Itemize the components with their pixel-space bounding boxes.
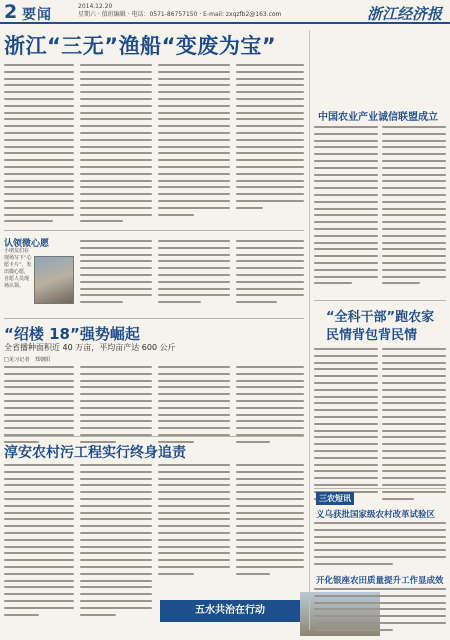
story3-col-4 (236, 464, 304, 580)
lead-body-col-4 (236, 64, 304, 214)
section-title: 要闻 (22, 7, 52, 23)
story2-headline: “绍楼 18”强势崛起 (4, 325, 140, 343)
story3-col-2 (80, 464, 152, 620)
lead-body-col-2 (80, 64, 152, 227)
divider (314, 300, 446, 301)
column-divider (309, 30, 310, 630)
campaign-banner: 五水共治在行动 (160, 600, 300, 622)
photo-feature (4, 236, 64, 316)
masthead (0, 0, 450, 24)
short-news-2-body (314, 588, 446, 636)
right2-col-2 (382, 348, 446, 504)
story2-subhead: 全省播种面积近 40 万亩，平均亩产达 600 公斤 (4, 343, 176, 352)
photo-caption: 小朋友们在现场写下“心愿卡片”，发出微心愿，自愿人员现场认领。 (4, 248, 32, 289)
lead-headline: 浙江“三无”渔船“变废为宝” (4, 34, 277, 58)
divider (4, 230, 304, 231)
issue-date: 2014.12.20 (78, 3, 113, 10)
right1-col-1 (314, 126, 378, 289)
photo-side-text-3 (236, 240, 304, 308)
right2-headline-2: 民情背包背民情 (326, 328, 418, 343)
masthead-info (78, 3, 281, 19)
divider (4, 436, 304, 437)
lead-body-col-3 (158, 64, 230, 220)
short-news-1-body (314, 522, 446, 570)
feature-photo (34, 256, 74, 304)
photo-side-text-2 (158, 240, 230, 308)
editor-contact: 星期六 · 值班编辑 · 电话：0571-86757150 · E-mail: zxqzfb2@163.com (78, 11, 282, 18)
short-news-item-1: 义乌获批国家级农村改革试验区 (316, 510, 436, 520)
newspaper-brand: 浙江经济报 (366, 5, 442, 23)
right2-col-1 (314, 348, 378, 504)
photo-side-text (80, 240, 152, 308)
divider (4, 318, 304, 319)
right1-col-2 (382, 126, 446, 289)
page-number: 2 (4, 1, 18, 23)
story3-col-1 (4, 464, 74, 620)
right1-headline: 中国农业产业诚信联盟成立 (318, 112, 438, 123)
story3-headline: 淳安农村污工程实行终身追责 (4, 445, 186, 461)
divider (314, 488, 446, 489)
right2-headline: “全科干部”跑农家 (326, 310, 435, 325)
story3-col-3 (158, 464, 230, 580)
short-news-label: 三农短讯 (316, 492, 354, 505)
lead-body-col-1 (4, 64, 74, 227)
story2-byline: □见习记者 郑朝阳 (4, 357, 51, 363)
photo-feature-title: 认领微心愿 (4, 239, 50, 249)
short-news-item-2: 开化银座农田质量提升工作显成效 (316, 576, 444, 586)
